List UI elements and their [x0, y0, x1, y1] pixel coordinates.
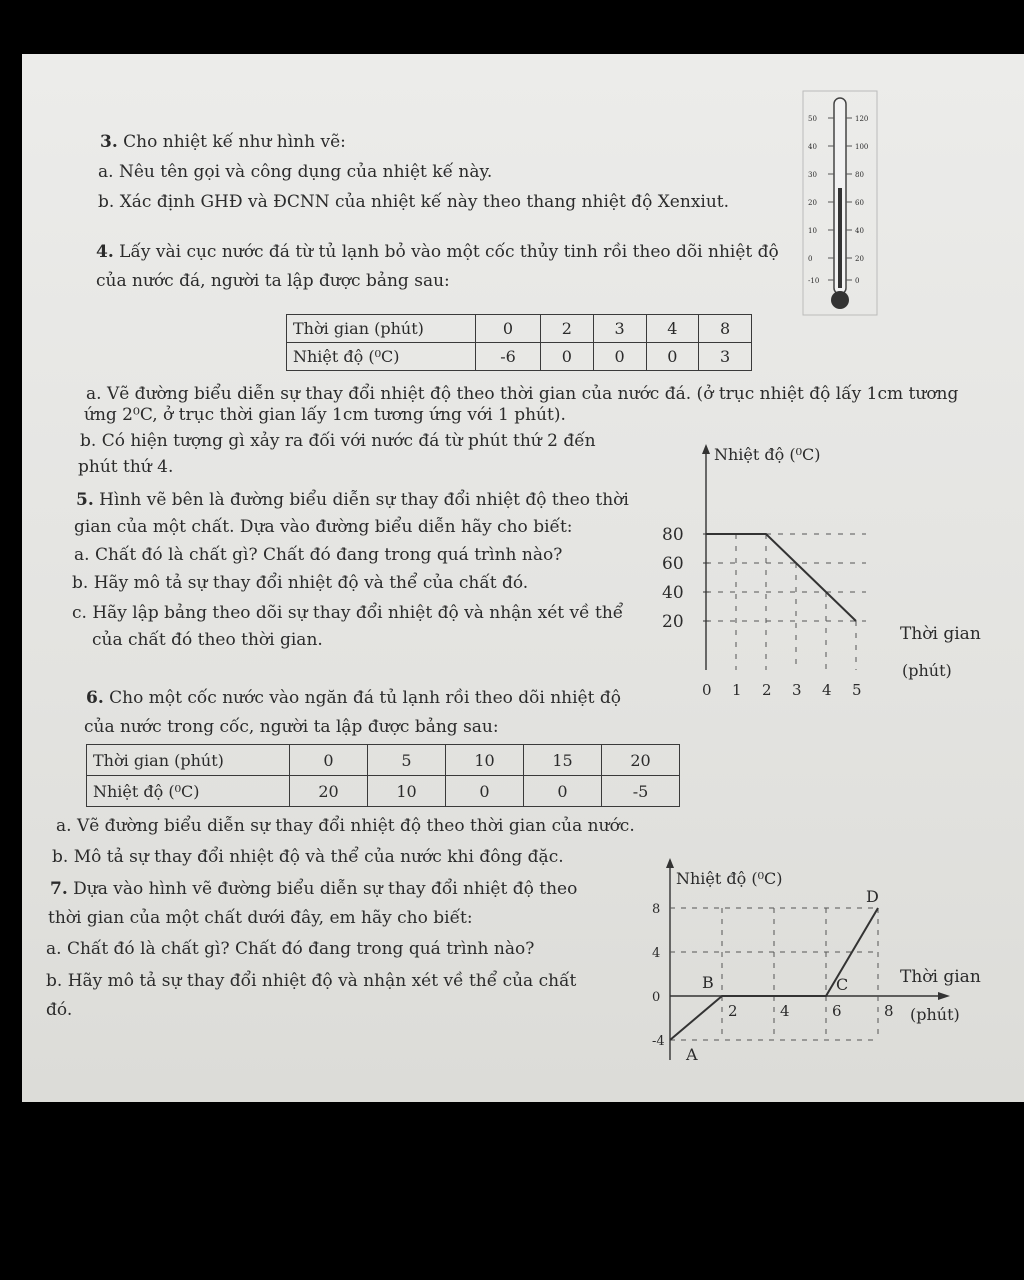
- q6-title: 6. Cho một cốc nước vào ngăn đá tủ lạnh rồi theo dõi nhiệt độ: [86, 688, 621, 708]
- right-scale-mark: 80: [855, 171, 864, 179]
- table-cell: -5: [602, 776, 680, 807]
- table-row: [87, 745, 680, 776]
- table-cell: 0: [646, 343, 699, 371]
- point-label: D: [866, 887, 879, 906]
- x-tick-label: 5: [852, 681, 862, 699]
- q4-part-a-line2: ứng 2⁰C, ở trục thời gian lấy 1cm tương ứng với 1 phút).: [84, 405, 566, 425]
- q4-part-b-line1: b. Có hiện tượng gì xảy ra đối với nước đá từ phút thứ 2 đến: [80, 431, 596, 451]
- q4-title: 4. Lấy vài cục nước đá từ tủ lạnh bỏ vào một cốc thủy tinh rồi theo dõi nhiệt độ: [96, 242, 779, 262]
- thermometer-bulb: [831, 291, 849, 309]
- x-tick-label: 1: [732, 681, 742, 699]
- q4-line2: của nước đá, người ta lập được bảng sau:: [96, 271, 450, 291]
- point-label: B: [702, 973, 714, 992]
- y-tick-label: 4: [652, 946, 661, 961]
- thermometer-figure: [800, 88, 880, 320]
- point-label: C: [836, 975, 849, 994]
- x-axis-arrow-icon: [938, 992, 950, 1000]
- table-cell: 10: [368, 776, 446, 807]
- y-axis-arrow-icon: [702, 444, 710, 454]
- x-axis-label: Thời gian: [900, 624, 981, 644]
- right-scale-mark: 120: [855, 115, 869, 123]
- left-scale-mark: -10: [808, 277, 820, 285]
- table-header-cell: Nhiệt độ (⁰C): [287, 343, 476, 371]
- x-tick-label: 0: [702, 681, 712, 699]
- series-line: [706, 534, 856, 621]
- q3-part-a: a. Nêu tên gọi và công dụng của nhiệt kế này.: [98, 162, 493, 182]
- x-tick-label: 4: [780, 1002, 790, 1020]
- right-scale-mark: 40: [855, 227, 864, 235]
- black-border: [0, 1102, 1024, 1280]
- table-row: [287, 315, 752, 343]
- q3-title: 3. Cho nhiệt kế như hình vẽ:: [100, 132, 346, 152]
- q7-part-a: a. Chất đó là chất gì? Chất đó đang trong quá trình nào?: [46, 939, 535, 959]
- table-cell: 5: [368, 745, 446, 776]
- table-cell: 10: [446, 745, 524, 776]
- table-header-cell: Thời gian (phút): [87, 745, 290, 776]
- y-tick-label: 60: [662, 554, 684, 574]
- y-axis-arrow-icon: [666, 858, 674, 868]
- y-axis-label: Nhiệt độ (⁰C): [714, 445, 821, 464]
- q6-part-b: b. Mô tả sự thay đổi nhiệt độ và thể của nước khi đông đặc.: [52, 847, 564, 867]
- q7-line2: thời gian của một chất dưới đây, em hãy cho biết:: [48, 908, 473, 928]
- q6-data-table: [86, 744, 680, 807]
- y-tick-label: 80: [662, 525, 684, 545]
- table-cell: 0: [593, 343, 646, 371]
- q5-line2: gian của một chất. Dựa vào đường biểu diễn hãy cho biết:: [74, 517, 573, 537]
- q4-data-table: [286, 314, 752, 371]
- q5-temperature-chart: [650, 440, 990, 710]
- q7-part-b-line2: đó.: [46, 1000, 73, 1020]
- table-cell: 3: [593, 315, 646, 343]
- q7-part-b-line1: b. Hãy mô tả sự thay đổi nhiệt độ và nhận xét về thể của chất: [46, 971, 577, 991]
- q5-part-a: a. Chất đó là chất gì? Chất đó đang trong quá trình nào?: [74, 545, 563, 565]
- q5-title: 5. Hình vẽ bên là đường biểu diễn sự thay đổi nhiệt độ theo thời: [76, 490, 629, 510]
- table-cell: 0: [541, 343, 594, 371]
- q5-part-b: b. Hãy mô tả sự thay đổi nhiệt độ và thể của chất đó.: [72, 573, 529, 593]
- table-row: [287, 343, 752, 371]
- y-tick-label: 20: [662, 612, 684, 632]
- q4-part-b-line2: phút thứ 4.: [78, 457, 174, 477]
- table-cell: 4: [646, 315, 699, 343]
- q5-part-c-line2: của chất đó theo thời gian.: [92, 630, 323, 650]
- q7-temperature-chart: [640, 850, 1000, 1070]
- table-cell: 0: [290, 745, 368, 776]
- x-tick-label: 4: [822, 681, 832, 699]
- x-axis-label-unit: (phút): [910, 1005, 960, 1024]
- y-axis-label: Nhiệt độ (⁰C): [676, 869, 783, 888]
- table-cell: 0: [476, 315, 541, 343]
- left-scale-mark: 50: [808, 115, 817, 123]
- x-axis-label: Thời gian: [900, 967, 981, 987]
- x-axis-label-unit: (phút): [902, 661, 952, 680]
- y-tick-label: 40: [662, 583, 684, 603]
- left-scale-mark: 20: [808, 199, 817, 207]
- table-cell: 20: [602, 745, 680, 776]
- point-label: A: [686, 1045, 698, 1064]
- table-cell: 8: [699, 315, 752, 343]
- table-cell: 0: [446, 776, 524, 807]
- left-scale-mark: 10: [808, 227, 817, 235]
- q5-part-c-line1: c. Hãy lập bảng theo dõi sự thay đổi nhiệt độ và nhận xét về thể: [72, 603, 624, 623]
- table-cell: -6: [476, 343, 541, 371]
- x-tick-label: 2: [762, 681, 772, 699]
- x-tick-label: 2: [728, 1002, 738, 1020]
- y-tick-label: -4: [652, 1034, 665, 1049]
- left-scale-mark: 40: [808, 143, 817, 151]
- x-tick-label: 6: [832, 1002, 842, 1020]
- y-tick-label: 8: [652, 902, 661, 917]
- table-cell: 0: [524, 776, 602, 807]
- left-scale-mark: 0: [808, 255, 813, 263]
- q4-part-a-line1: a. Vẽ đường biểu diễn sự thay đổi nhiệt độ theo thời gian của nước đá. (ở trục nhiệt độ lấy 1cm tương: [86, 384, 959, 404]
- table-cell: 3: [699, 343, 752, 371]
- q6-part-a: a. Vẽ đường biểu diễn sự thay đổi nhiệt độ theo thời gian của nước.: [56, 816, 635, 836]
- left-scale-mark: 30: [808, 171, 817, 179]
- y-tick-label: 0: [652, 990, 661, 1005]
- right-scale-mark: 100: [855, 143, 869, 151]
- q6-line2: của nước trong cốc, người ta lập được bảng sau:: [84, 717, 499, 737]
- right-scale-mark: 0: [855, 277, 860, 285]
- x-tick-label: 3: [792, 681, 802, 699]
- table-cell: 15: [524, 745, 602, 776]
- x-tick-label: 8: [884, 1002, 894, 1020]
- right-scale-mark: 20: [855, 255, 864, 263]
- right-scale-mark: 60: [855, 199, 864, 207]
- table-cell: 20: [290, 776, 368, 807]
- table-header-cell: Thời gian (phút): [287, 315, 476, 343]
- table-header-cell: Nhiệt độ (⁰C): [87, 776, 290, 807]
- table-cell: 2: [541, 315, 594, 343]
- q3-part-b: b. Xác định GHĐ và ĐCNN của nhiệt kế này theo thang nhiệt độ Xenxiut.: [98, 192, 730, 212]
- q7-title: 7. Dựa vào hình vẽ đường biểu diễn sự thay đổi nhiệt độ theo: [50, 879, 578, 899]
- table-row: [87, 776, 680, 807]
